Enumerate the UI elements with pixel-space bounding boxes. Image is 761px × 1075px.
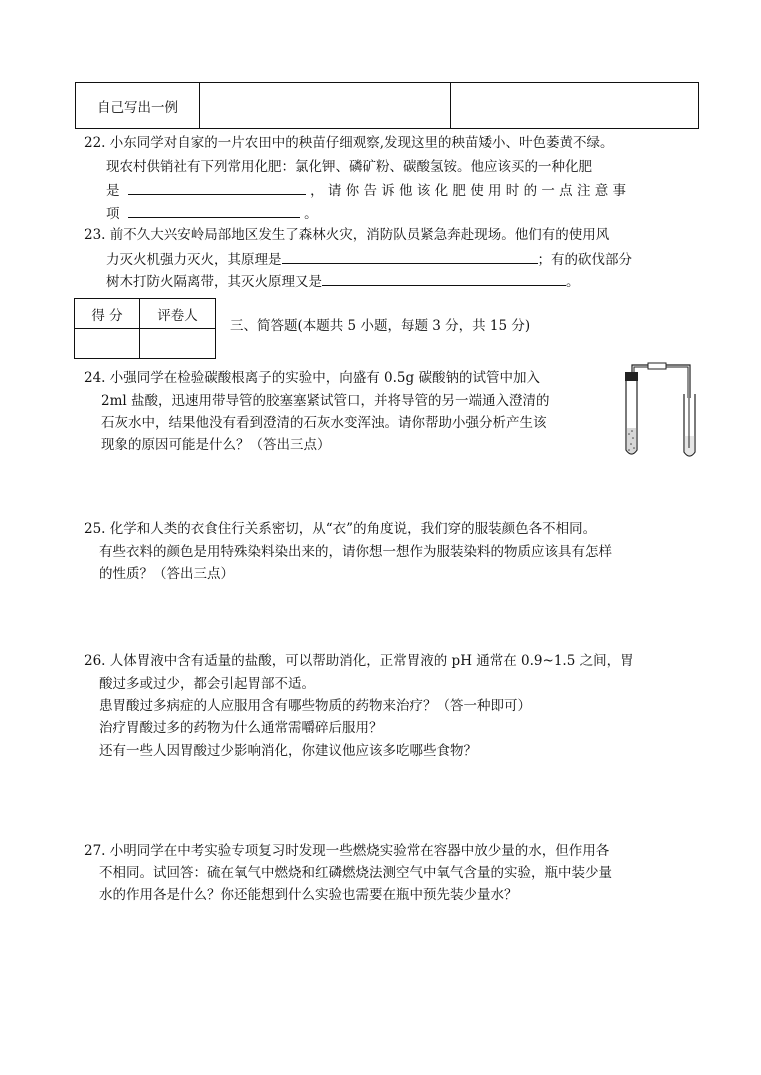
q23-line1: 23. 前不久大兴安岭局部地区发生了森林火灾，消防队员紧急奔赴现场。他们有的使用风 — [84, 227, 610, 243]
rubber-stopper — [625, 372, 638, 381]
q22-line4-post: 。 — [304, 206, 318, 222]
q23-line3-post: 。 — [566, 274, 580, 290]
q22-line3-post: ， 请 你 告 诉 他 该 化 肥 使 用 时 的 一 点 注 意 事 — [310, 183, 627, 199]
q23-line3-pre: 树木打防火隔离带，其灭火原理又是 — [106, 274, 322, 290]
score-table — [74, 298, 216, 359]
q25-line3: 的性质？（答出三点） — [99, 566, 234, 582]
q23-line2-pre: 力灭火机强力灭火，其原理是 — [106, 252, 282, 268]
q24-line2: 2ml 盐酸，迅速用带导管的胶塞塞紧试管口，并将导管的另一端通入澄清的 — [101, 393, 550, 409]
q26-line2: 酸过多或过少，都会引起胃部不适。 — [99, 676, 315, 692]
score-cell[interactable] — [75, 329, 140, 359]
q23-line3 — [106, 271, 580, 291]
q26-line3: 患胃酸过多病症的人应服用含有哪些物质的药物来治疗？（答一种即可） — [99, 698, 531, 714]
q24-line3: 石灰水中，结果他没有看到澄清的石灰水变浑浊。请你帮助小强分析产生该 — [101, 415, 547, 431]
q25-line2: 有些衣料的颜色是用特殊染料染出来的，请你想一想作为服装染料的物质应该具有怎样 — [99, 544, 612, 560]
q23-line2 — [106, 249, 632, 269]
q26-line5: 还有一些人因胃酸过少影响消化，你建议他应该多吃哪些食物？ — [99, 743, 477, 759]
grader-cell[interactable] — [140, 329, 216, 359]
table-cell-answer-1[interactable] — [200, 83, 451, 129]
q22-line4-pre: 项 — [106, 206, 120, 222]
table-row-label: 自己写出一例 — [76, 83, 200, 129]
score-header: 得 分 — [75, 299, 140, 329]
q22-line4 — [106, 203, 318, 223]
q22-line3-pre: 是 — [106, 183, 120, 199]
q22-line2: 现农村供销社有下列常用化肥：氯化钾、磷矿粉、碳酸氢铵。他应该买的一种化肥 — [106, 159, 592, 175]
test-tube-apparatus-image — [612, 358, 704, 462]
q27-line3: 水的作用各是什么？你还能想到什么实验也需要在瓶中预先装少量水？ — [99, 887, 518, 903]
q27-line1: 27. 小明同学在中考实验专项复习时发现一些燃烧实验常在容器中放少量的水，但作用各 — [84, 843, 610, 859]
q22-line3 — [106, 180, 682, 200]
tube-connector — [648, 363, 666, 369]
q26-line4: 治疗胃酸过多的药物为什么通常需嚼碎后服用？ — [99, 720, 383, 736]
q23-principle2-blank[interactable] — [322, 271, 566, 286]
q23-principle1-blank[interactable] — [282, 249, 538, 264]
q22-line1: 22. 小东同学对自家的一片农田中的秧苗仔细观察,发现这里的秧苗矮小、叶色萎黄不绿。 — [84, 135, 614, 151]
left-tube-liquid — [627, 428, 637, 454]
section-title: 三、简答题(本题共 5 小题，每题 3 分，共 15 分) — [230, 318, 531, 334]
q23-line2-post: ；有的砍伐部分 — [537, 252, 632, 268]
example-table — [75, 82, 699, 129]
delivery-tube — [632, 365, 690, 398]
grader-header: 评卷人 — [140, 299, 216, 329]
q22-fertilizer-blank[interactable] — [128, 180, 306, 195]
q24-line4: 现象的原因可能是什么？（答出三点） — [101, 437, 331, 453]
q22-note-blank[interactable] — [128, 203, 300, 218]
q26-line1: 26. 人体胃液中含有适量的盐酸，可以帮助消化，正常胃液的 pH 通常在 0.9~1.5 之间，胃 — [84, 653, 634, 669]
q24-line1: 24. 小强同学在检验碳酸根离子的实验中，向盛有 0.5g 碳酸钠的试管中加入 — [84, 370, 540, 386]
q25-line1: 25. 化学和人类的衣食住行关系密切，从“衣”的角度说，我们穿的服装颜色各不相同。 — [84, 521, 597, 537]
q27-line2: 不相同。试回答：硫在氧气中燃烧和红磷燃烧法测空气中氧气含量的实验，瓶中装少量 — [99, 865, 612, 881]
table-cell-answer-2[interactable] — [451, 83, 699, 129]
